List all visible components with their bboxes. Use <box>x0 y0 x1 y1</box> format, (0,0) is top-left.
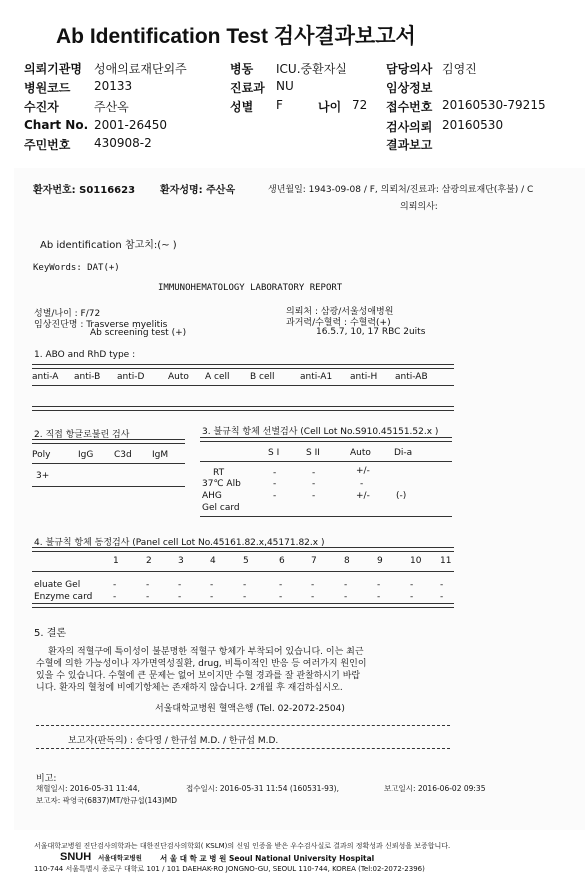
sec3-cell: - <box>273 491 277 501</box>
sec4-cell: - <box>311 580 315 590</box>
ab-screening: Ab screening test (+) <box>90 328 187 338</box>
snuh-logo: SNUH <box>60 851 92 863</box>
sec1-h-anti-b: anti-B <box>74 372 101 382</box>
label-doctor: 담당의사 <box>386 62 433 76</box>
sec4-cell: - <box>146 580 150 590</box>
divider <box>32 439 185 444</box>
sec1-h-anti-d: anti-D <box>117 372 145 382</box>
sec4-cell: - <box>146 592 150 602</box>
sec4-cell: - <box>377 592 381 602</box>
sec1-h-anti-a1: anti-A1 <box>300 372 333 382</box>
sec1-h-anti-ab: anti-AB <box>395 372 428 382</box>
sec4-cell: - <box>113 592 117 602</box>
value-ward: ICU.중환자실 <box>276 62 347 76</box>
divider <box>32 463 185 464</box>
transfusion-history: 과거력/수혈력 : 수혈력(+) <box>286 318 391 328</box>
sec4-cell: - <box>410 580 414 590</box>
sec4-column-header: 3 <box>178 556 184 566</box>
sec4-cell: - <box>113 580 117 590</box>
value-hospital-code: 20133 <box>94 79 133 93</box>
sec4-title: 4. 불규칙 항체 동정검사 (Panel cell Lot No.45161.82.x,45171.82.x ) <box>34 538 325 548</box>
value-age: 72 <box>352 98 368 112</box>
keywords: KeyWords: DAT(+) <box>33 263 120 273</box>
divider <box>36 748 450 749</box>
sec4-cell: - <box>178 580 182 590</box>
report-time: 보고일시: 2016-06-02 09:35 <box>384 784 486 793</box>
sec4-cell: - <box>311 592 315 602</box>
conclusion-line: 있을 수 있습니다. 수혈에 큰 문제는 없어 보이지만 수혈 경과를 잘 관찰하시기 바랍 <box>36 671 361 681</box>
divider <box>32 603 454 608</box>
value-resident-no: 430908-2 <box>94 136 152 150</box>
sec3-cell: - <box>273 468 277 478</box>
reference-title: Ab identification 참고치:(~ ) <box>40 240 177 251</box>
sec1-h-anti-h: anti-H <box>350 372 378 382</box>
sec3-row-label: Gel card <box>202 503 240 513</box>
sec2-h-igg: IgG <box>78 450 94 460</box>
page-title: Ab Identification Test 검사결과보고서 <box>56 25 416 48</box>
divider <box>32 571 454 572</box>
sec4-column-header: 10 <box>410 556 422 566</box>
sec1-h-b-cell: B cell <box>250 372 275 382</box>
label-clinical-info: 임상정보 <box>386 81 433 95</box>
remark-label: 비고: <box>36 774 57 784</box>
sec1-title: 1. ABO and RhD type : <box>34 350 136 360</box>
sec3-h-auto: Auto <box>350 448 371 458</box>
divider <box>200 437 452 442</box>
sec4-cell: - <box>279 592 283 602</box>
conclusion-line: 니다. 환자의 혈청에 비예기항체는 존재하지 않습니다. 2개월 후 재검하십시오. <box>36 683 343 693</box>
sec5-title: 5. 결론 <box>34 628 67 639</box>
sec4-column-header: 9 <box>377 556 383 566</box>
certification-note: 서울대학교병원 진단검사의학과는 대한진단검사의학회( KSLM)의 신임 인증을 받은 우수검사실로 결과의 정확성과 신뢰성을 보증합니다. <box>34 842 451 850</box>
sec3-row-label: AHG <box>202 491 222 501</box>
label-hospital-code: 병원코드 <box>24 81 71 95</box>
sec3-cell: +/- <box>356 466 370 476</box>
sec4-cell: - <box>210 580 214 590</box>
sec3-cell: - <box>273 479 277 489</box>
sec3-row-label: RT <box>213 468 225 478</box>
sec4-column-header: 11 <box>440 556 452 566</box>
divider <box>32 547 454 552</box>
sec4-cell: - <box>377 580 381 590</box>
sec4-cell: - <box>279 580 283 590</box>
value-accession: 20160530-79215 <box>442 98 546 112</box>
clinical-diagnosis: 임상진단명 : Trasverse myelitis <box>34 320 168 330</box>
label-patient: 수진자 <box>24 100 59 114</box>
sec3-cell: - <box>312 468 316 478</box>
sec4-column-header: 1 <box>113 556 119 566</box>
blood-bank: 서울대학교병원 혈액은행 (Tel. 02-2072-2504) <box>155 704 345 714</box>
sec4-cell: - <box>344 592 348 602</box>
label-institution: 의뢰기관명 <box>24 62 82 76</box>
label-sex: 성별 <box>230 100 254 114</box>
requester: 의뢰처 : 삼광/서울성애병원 <box>286 307 394 317</box>
sec4-cell: - <box>344 580 348 590</box>
value-sex: F <box>276 98 283 112</box>
value-doctor: 김영진 <box>442 62 477 76</box>
referring-doctor: 의뢰의사: <box>400 202 438 212</box>
sec3-h-dia: Di-a <box>394 448 413 458</box>
sec2-title: 2. 직접 항글로불린 검사 <box>34 430 130 440</box>
divider <box>200 461 452 462</box>
sec1-h-a-cell: A cell <box>205 372 230 382</box>
sec3-cell: - <box>312 479 316 489</box>
value-chart-no: 2001-26450 <box>94 118 168 132</box>
conclusion-line: 환자의 적혈구에 특이성이 불분명한 적혈구 항체가 부착되어 있습니다. 이는 최근 <box>48 647 364 657</box>
hospital-name: 서 울 대 학 교 병 원 Seoul National University Hospital <box>160 854 375 863</box>
sec3-cell: (-) <box>396 491 407 501</box>
sec1-h-auto: Auto <box>168 372 189 382</box>
sec2-h-c3d: C3d <box>114 450 132 460</box>
label-chart-no: Chart No. <box>24 118 89 132</box>
label-department: 진료과 <box>230 81 265 95</box>
label-request-date: 검사의뢰 <box>386 120 433 134</box>
sec4-column-header: 4 <box>210 556 216 566</box>
sec4-cell: - <box>440 592 444 602</box>
sec2-h-igm: IgM <box>152 450 169 460</box>
accept-time: 접수일시: 2016-05-31 11:54 (160531-93), <box>186 784 339 793</box>
birth-info: 생년월일: 1943-09-08 / F, 의뢰처/진료과: 삼광의료재단(후불) / C <box>268 185 534 195</box>
value-patient: 주산옥 <box>94 100 129 114</box>
sec4-column-header: 5 <box>243 556 249 566</box>
sec4-cell: - <box>440 580 444 590</box>
conclusion-line: 수혈에 의한 가능성이나 자가면역성질환, drug, 비특이적인 반응 등 여러가지 원인이 <box>36 659 367 669</box>
sec4-row-label: Enzyme card <box>34 592 93 602</box>
sec3-h-s2: S II <box>306 448 320 458</box>
sec4-row-label: eluate Gel <box>34 580 81 590</box>
sec4-cell: - <box>243 580 247 590</box>
value-department: NU <box>276 79 294 93</box>
label-resident-no: 주민번호 <box>24 138 71 152</box>
sec4-column-header: 8 <box>344 556 350 566</box>
divider <box>32 385 454 386</box>
label-age: 나이 <box>318 100 342 114</box>
patient-number: 환자번호: S0116623 <box>33 185 136 196</box>
sec2-h-poly: Poly <box>32 450 51 460</box>
divider <box>200 516 452 517</box>
collection-time: 채혈일시: 2016-05-31 11:44, <box>36 784 140 793</box>
sex-age: 성별/나이 : F/72 <box>34 309 101 319</box>
divider <box>36 725 450 726</box>
sec4-cell: - <box>210 592 214 602</box>
sec3-cell: - <box>312 491 316 501</box>
hospital-address: 110-744 서울특별시 종로구 대학로 101 / 101 DAEHAK-RO JONGNO-GU, SEOUL 110-744, KOREA (Tel:02-2072-2396) <box>34 865 425 873</box>
sec4-column-header: 7 <box>311 556 317 566</box>
sec2-poly-value: 3+ <box>36 471 50 481</box>
value-institution: 성애의료재단외주 <box>94 62 187 76</box>
divider <box>32 486 185 487</box>
transfusion-detail: 16.5.7, 10, 17 RBC 2uits <box>316 327 426 337</box>
sec1-h-anti-a: anti-A <box>32 372 59 382</box>
sec4-cell: - <box>178 592 182 602</box>
sec4-cell: - <box>410 592 414 602</box>
patient-name: 환자성명: 주산옥 <box>160 185 236 196</box>
sec4-column-header: 6 <box>279 556 285 566</box>
sec4-cell: - <box>243 592 247 602</box>
sec4-column-header: 2 <box>146 556 152 566</box>
label-accession: 접수번호 <box>386 100 433 114</box>
sec3-cell: +/- <box>356 491 370 501</box>
value-request-date: 20160530 <box>442 118 504 132</box>
snuh-logo-sub: 서울대학교병원 <box>98 854 142 862</box>
sec3-row-label: 37℃ Alb <box>202 479 241 489</box>
sec3-cell: - <box>360 479 364 489</box>
divider <box>32 406 454 411</box>
divider <box>32 364 454 369</box>
sec3-h-s1: S I <box>268 448 280 458</box>
reporters-line: 보고자: 곽영국(6837)MT/한규섭(143)MD <box>36 796 178 805</box>
lab-report-title: IMMUNOHEMATOLOGY LABORATORY REPORT <box>158 283 343 293</box>
reporter: 보고자(판독의) : 송다영 / 한규섭 M.D. / 한규섭 M.D. <box>68 736 279 746</box>
label-ward: 병동 <box>230 62 254 76</box>
sec3-title: 3. 불규칙 항체 선별검사 (Cell Lot No.S910.45151.52.x ) <box>202 427 439 437</box>
label-result-report: 결과보고 <box>386 138 433 152</box>
